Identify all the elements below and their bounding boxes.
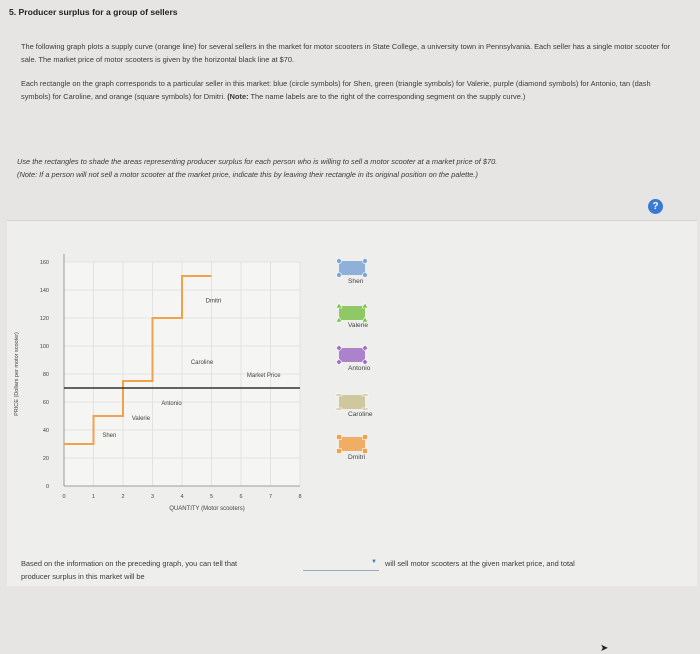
corner-marker[interactable]: [336, 408, 342, 410]
triangle-rectangle-icon[interactable]: [335, 303, 369, 323]
y-tick-label: 120: [39, 316, 49, 322]
y-tick-label: 60: [42, 400, 49, 406]
circle-rectangle-icon[interactable]: [335, 258, 369, 278]
y-tick-label: 0: [45, 484, 49, 490]
segment-label: Market Price: [246, 372, 281, 379]
corner-marker[interactable]: [337, 273, 342, 278]
bottom-text-1: Based on the information on the preceding graph, you can tell that: [21, 559, 238, 568]
corner-marker[interactable]: [336, 303, 342, 308]
palette-rectangle[interactable]: [339, 437, 365, 451]
y-tick-label: 20: [42, 456, 49, 462]
palette-label: Caroline: [348, 411, 373, 418]
palette-rectangle[interactable]: [339, 395, 365, 409]
x-tick-label: 0: [62, 494, 66, 500]
x-tick-label: 7: [268, 494, 273, 500]
corner-marker[interactable]: [362, 408, 368, 410]
x-tick-label: 5: [209, 494, 214, 500]
corner-marker[interactable]: [363, 435, 368, 440]
bottom-text-2: producer surplus in this market will be: [21, 572, 145, 581]
x-tick-label: 8: [298, 494, 302, 500]
x-axis-label: QUANTITY (Motor scooters): [169, 506, 245, 512]
x-tick-label: 1: [91, 494, 96, 500]
details-note: The name labels are to the right of the corresponding segment on the supply curve.): [250, 92, 526, 101]
y-tick-label: 160: [39, 260, 49, 266]
segment-label: Caroline: [190, 360, 214, 367]
question-details: [21, 77, 681, 103]
palette-rectangle[interactable]: [339, 348, 365, 362]
corner-marker[interactable]: [363, 273, 368, 278]
segment-label: Dmitri: [205, 298, 222, 305]
segment-label: Shen: [102, 433, 117, 439]
palette-rectangle[interactable]: [339, 261, 365, 275]
graph-panel: [7, 220, 697, 654]
help-icon[interactable]: ?: [648, 199, 663, 214]
corner-marker[interactable]: [337, 259, 342, 264]
corner-marker[interactable]: [336, 394, 342, 396]
segment-label: Antonio: [161, 400, 182, 407]
x-tick-label: 2: [121, 494, 125, 500]
instructions-text: Use the rectangles to shade the areas representing producer surplus for each person who is willing to sell a motor scooter at a market price of $70.: [17, 157, 498, 166]
x-tick-label: 4: [180, 494, 184, 500]
instructions: [17, 155, 677, 181]
details-text: Each rectangle on the graph corresponds to a particular seller in this market: blue (circle symbols) for Shen, green (triangle symbols) for Valerie, purple (diamond symbols) for Antonio, tan (dash symbols) for Caroline, and orange (square symbols) for Dmitri.: [21, 79, 651, 101]
details-note-label: (Note:: [227, 92, 249, 101]
bottom-text-3: will sell motor scooters at the given market price, and total: [385, 559, 575, 568]
palette-label: Antonio: [348, 365, 371, 372]
y-tick-label: 100: [39, 344, 49, 350]
segment-label: Valerie: [131, 416, 151, 423]
y-axis-label: PRICE (Dollars per motor scooter): [14, 332, 20, 416]
y-tick-label: 80: [42, 372, 49, 378]
answer-dropdown[interactable]: [303, 557, 379, 571]
y-tick-label: 140: [39, 288, 49, 294]
palette-rectangle[interactable]: [339, 306, 365, 320]
y-tick-label: 40: [42, 428, 49, 434]
square-rectangle-icon[interactable]: [335, 434, 369, 454]
palette-label: Dmitri: [348, 454, 366, 461]
corner-marker[interactable]: [362, 303, 368, 308]
diamond-rectangle-icon[interactable]: [335, 345, 369, 365]
corner-marker[interactable]: [362, 394, 368, 396]
x-tick-label: 6: [239, 494, 243, 500]
instructions-note: (Note: If a person will not sell a motor scooter at the market price, indicate this by leaving their rectangle in its original position on the palette.): [17, 170, 478, 179]
x-tick-label: 3: [150, 494, 155, 500]
corner-marker[interactable]: [337, 435, 342, 440]
dash-rectangle-icon[interactable]: [335, 392, 369, 412]
palette-label: Shen: [348, 278, 364, 285]
palette-label: Valerie: [348, 322, 369, 329]
corner-marker[interactable]: [363, 259, 368, 264]
corner-marker[interactable]: [363, 449, 368, 454]
question-intro: The following graph plots a supply curve (orange line) for several sellers in the market for motor scooters in State College, a university town in Pennsylvania. Each seller has a single motor scooter for sale. The market price of motor scooters is given by the horizontal black line at $70.: [21, 42, 671, 64]
cursor-icon: ➤: [600, 643, 609, 654]
question-title: 5. Producer surplus for a group of sellers: [9, 7, 178, 17]
corner-marker[interactable]: [337, 449, 342, 454]
chevron-down-icon: ▼: [371, 559, 377, 565]
